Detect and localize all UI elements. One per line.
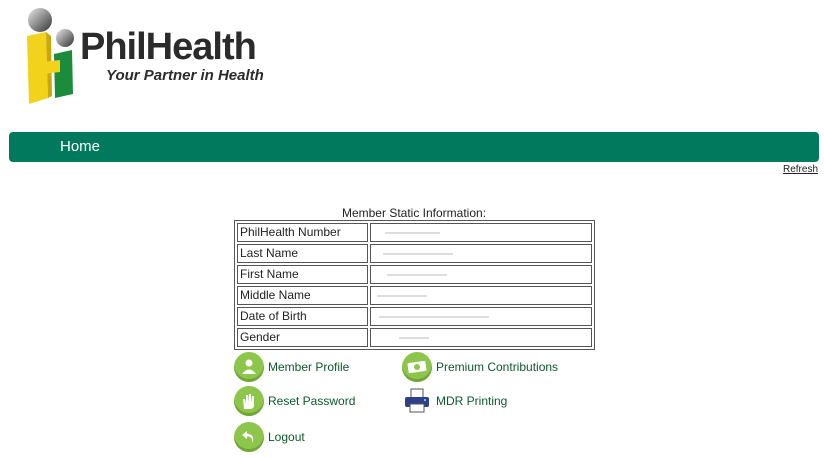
row-label: Last Name	[237, 244, 368, 263]
table-row	[237, 328, 592, 347]
row-value	[370, 286, 592, 305]
row-label: Middle Name	[237, 286, 368, 305]
brand-tagline: Your Partner in Health	[106, 67, 264, 84]
top-nav-bar	[9, 132, 819, 162]
reset-password-label: Reset Password	[268, 394, 356, 408]
member-profile-button[interactable]	[234, 352, 349, 382]
member-info-caption: Member Static Information:	[341, 206, 487, 220]
logo-mark-icon	[24, 6, 84, 106]
nav-home-link[interactable]: Home	[60, 138, 101, 155]
member-profile-label: Member Profile	[268, 360, 350, 374]
hand-icon	[234, 386, 264, 416]
row-value	[370, 265, 592, 284]
table-row	[237, 223, 592, 242]
row-value	[370, 328, 592, 347]
row-label: Gender	[237, 328, 368, 347]
money-icon	[402, 352, 432, 382]
table-row	[237, 244, 592, 263]
member-info-table	[234, 220, 595, 350]
printer-icon	[402, 386, 432, 416]
row-value	[370, 223, 592, 242]
row-label: First Name	[237, 265, 368, 284]
premium-contributions-button[interactable]	[402, 352, 558, 382]
table-row	[237, 286, 592, 305]
mdr-printing-button[interactable]	[402, 386, 507, 416]
member-profile-icon	[234, 352, 264, 382]
premium-contributions-label: Premium Contributions	[436, 360, 559, 374]
row-label: Date of Birth	[237, 307, 368, 326]
brand-name: PhilHealth	[80, 26, 256, 68]
row-value	[370, 244, 592, 263]
table-row	[237, 307, 592, 326]
reset-password-button[interactable]	[234, 386, 355, 416]
row-value	[370, 307, 592, 326]
table-row	[237, 265, 592, 284]
back-arrow-icon	[234, 422, 264, 452]
philhealth-logo	[24, 6, 304, 106]
logout-button[interactable]	[234, 422, 305, 452]
row-label: PhilHealth Number	[237, 223, 368, 242]
logout-label: Logout	[268, 430, 305, 444]
mdr-printing-label: MDR Printing	[436, 394, 508, 408]
refresh-link[interactable]: Refresh	[782, 164, 818, 175]
